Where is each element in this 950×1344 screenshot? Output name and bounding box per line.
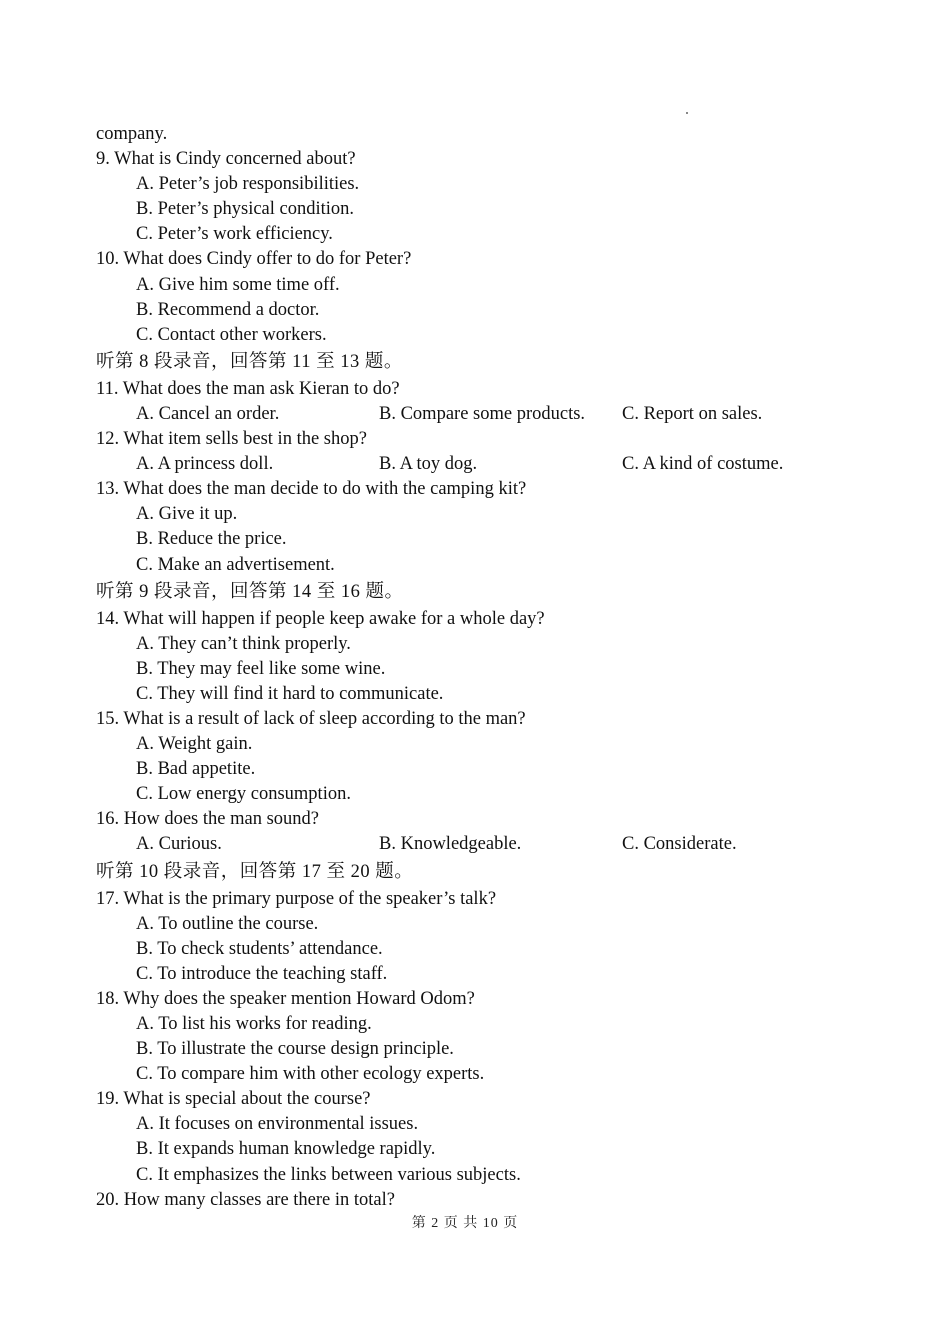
question-stem: 11. What does the man ask Kieran to do? — [96, 378, 400, 399]
question-stem: 16. How does the man sound? — [96, 809, 319, 830]
option-a: A. Curious. — [136, 834, 222, 855]
option-c: C. A kind of costume. — [622, 454, 784, 475]
answer-option: C. Make an advertisement. — [136, 554, 335, 575]
question-stem: 15. What is a result of lack of sleep according to the man? — [96, 708, 526, 729]
page-footer: 第 2 页 共 10 页 — [411, 1216, 519, 1231]
answer-option: A. It focuses on environmental issues. — [136, 1114, 419, 1135]
question-stem: 14. What will happen if people keep awake for a whole day? — [96, 608, 545, 629]
answer-option: A. Give it up. — [136, 504, 238, 525]
question-stem: 12. What item sells best in the shop? — [96, 429, 367, 450]
option-row — [96, 402, 876, 427]
option-b: B. A toy dog. — [379, 454, 478, 475]
page-content — [96, 122, 876, 1213]
answer-option: B. To illustrate the course design principle. — [136, 1039, 454, 1060]
question-stem: 18. Why does the speaker mention Howard Odom? — [96, 988, 475, 1009]
answer-option: C. It emphasizes the links between various subjects. — [136, 1164, 521, 1185]
question-stem: 17. What is the primary purpose of the speaker’s talk? — [96, 888, 497, 909]
option-b: B. Knowledgeable. — [379, 834, 522, 855]
answer-option: B. Peter’s physical condition. — [136, 199, 355, 220]
question-stem: 13. What does the man decide to do with the camping kit? — [96, 479, 527, 500]
answer-option: A. Give him some time off. — [136, 274, 340, 295]
question-stem: 10. What does Cindy offer to do for Peter? — [96, 249, 412, 270]
answer-option: A. Peter’s job responsibilities. — [136, 174, 360, 195]
question-stem: 20. How many classes are there in total? — [96, 1189, 395, 1210]
option-b: B. Compare some products. — [379, 403, 586, 424]
answer-option: C. Peter’s work efficiency. — [136, 224, 333, 245]
answer-option: B. Recommend a doctor. — [136, 299, 320, 320]
option-row — [96, 452, 876, 477]
question-stem: 19. What is special about the course? — [96, 1089, 371, 1110]
option-c: C. Report on sales. — [622, 403, 763, 424]
question-stem: 9. What is Cindy concerned about? — [96, 149, 356, 170]
answer-option: B. To check students’ attendance. — [136, 938, 383, 959]
continued-text: company. — [96, 124, 168, 144]
section-heading: 听第 10 段录音，回答第 17 至 20 题。 — [96, 861, 414, 882]
answer-option: C. Low energy consumption. — [136, 784, 351, 805]
section-heading: 听第 9 段录音，回答第 14 至 16 题。 — [96, 581, 404, 602]
answer-option: B. Bad appetite. — [136, 759, 256, 780]
answer-option: A. To outline the course. — [136, 913, 319, 934]
answer-option: B. It expands human knowledge rapidly. — [136, 1139, 436, 1160]
answer-option: C. To introduce the teaching staff. — [136, 963, 388, 984]
option-a: A. Cancel an order. — [136, 403, 280, 424]
answer-option: C. They will find it hard to communicate. — [136, 683, 444, 704]
answer-option: B. Reduce the price. — [136, 529, 287, 550]
answer-option: C. To compare him with other ecology experts. — [136, 1064, 485, 1085]
answer-option: C. Contact other workers. — [136, 324, 327, 345]
answer-option: A. They can’t think properly. — [136, 633, 351, 654]
option-a: A. A princess doll. — [136, 454, 274, 475]
answer-option: A. Weight gain. — [136, 734, 253, 755]
scan-dot — [686, 112, 688, 114]
answer-option: A. To list his works for reading. — [136, 1014, 372, 1034]
section-heading: 听第 8 段录音，回答第 11 至 13 题。 — [96, 351, 403, 372]
option-row — [96, 832, 876, 857]
option-c: C. Considerate. — [622, 834, 737, 855]
answer-option: B. They may feel like some wine. — [136, 658, 386, 679]
